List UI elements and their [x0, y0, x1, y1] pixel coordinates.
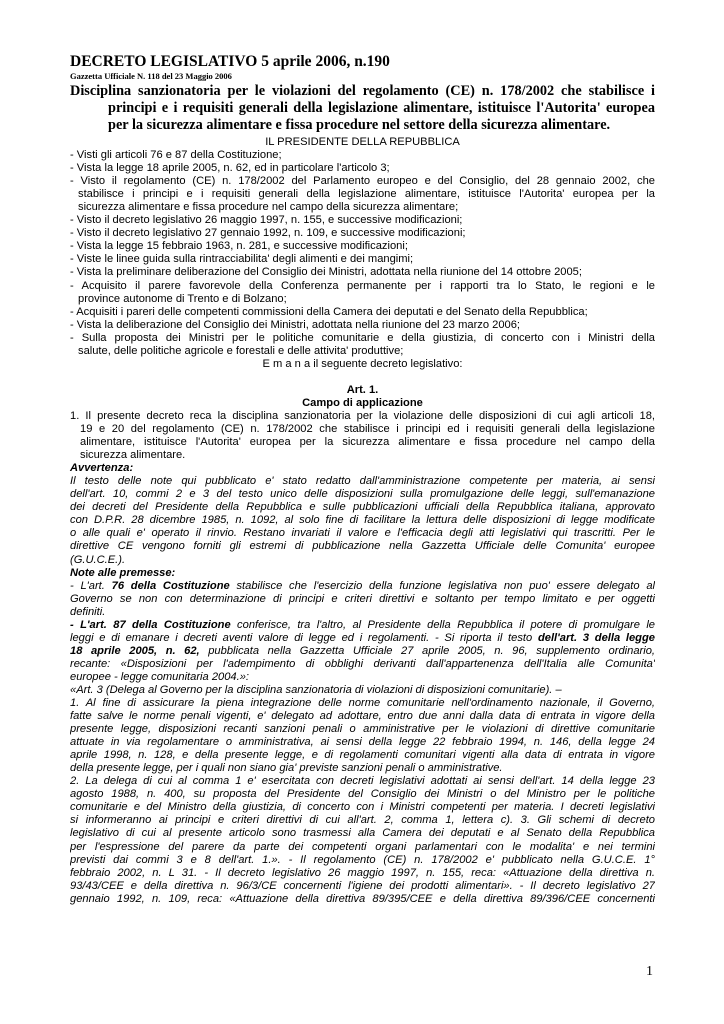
premessa-line: - Vista la preliminare deliberazione del Consiglio dei Ministri, adottata nella riunione del 14 ottobre 2005;: [70, 266, 582, 279]
premessa-line: - Sulla proposta dei Ministri per le politiche comunitarie e della giustizia, di concerto con i Ministri della: [70, 331, 655, 344]
note-line: agosto 1988, n. 400, su proposta del Presidente del Consiglio dei Ministri o del Ministro per le politiche: [70, 788, 655, 801]
note-line: Governo se non con determinazione di principi e criteri direttivi e soltanto per tempo limitato e per oggetti: [70, 592, 655, 605]
avvertenza-line: o alle quali e' operato il rinvio. Restano invariati il valore e l'efficacia degli atti legislativi qui trascritti. Per le: [70, 527, 655, 540]
premessa-line: - Vista la legge 18 aprile 2005, n. 62, ed in particolare l'articolo 3;: [70, 162, 390, 175]
note-text-run: pubblicata nella Gazzetta Ufficiale 27 aprile 2005, n. 96, supplemento ordinario,: [199, 644, 655, 657]
premessa-line: - Visto il decreto legislativo 26 maggio 1997, n. 155, e successive modificazioni;: [70, 214, 463, 227]
avvertenza-heading: Avvertenza:: [70, 462, 134, 475]
premesse-list: [70, 149, 655, 358]
note-line: legislativo di cui al presente articolo sono trasmessi alla Camera dei deputati e al Senato della Repubblica: [70, 827, 655, 840]
article-number: Art. 1.: [346, 383, 379, 396]
note-line: della presente legge, per i quali non siano gia' previste sanzioni penali o amministrative.: [70, 762, 503, 775]
avvertenza-line: con D.P.R. 28 dicembre 1985, n. 1092, al solo fine di facilitare la lettura delle disposizioni di legge modificate: [70, 514, 655, 527]
avvertenza-text: [70, 475, 655, 566]
note-line: per l'espressione del parere da parte dei competenti organi parlamentari con le modalita' e nei termini: [70, 840, 655, 853]
premessa-line: stabilisce i principi e i requisiti generali della legislazione alimentare, istituisce l'Autorita' europea per la: [78, 188, 655, 201]
article-line: 19 e 20 del regolamento (CE) n. 178/2002 che stabilisce i principi ed i requisiti generali della legislazione: [80, 423, 655, 436]
note-line: comunitarie e del Ministro della giustizia, di concerto con i Ministri competenti per materia. I decreti legislativi: [70, 801, 655, 814]
subject-line: per la sicurezza alimentare e fissa procedure nel settore della sicurezza alimentare.: [108, 117, 611, 133]
note-line: definiti.: [70, 605, 106, 618]
premessa-line: - Visto il regolamento (CE) n. 178/2002 del Parlamento europeo e del Consiglio, del 28 gennaio 2002, che: [70, 175, 655, 188]
avvertenza-line: dell'art. 10, commi 2 e 3 del testo unico delle disposizioni sulla promulgazione delle leggi, sull'emanazione: [70, 488, 655, 501]
note-text-run: 18 aprile 2005, n. 62,: [70, 644, 200, 657]
premessa-line: - Acquisiti i pareri delle competenti commissioni della Camera dei deputati e del Senato della Repubblica;: [70, 305, 588, 318]
avvertenza-line: direttive CE vengono forniti gli estremi di pubblicazione nella Gazzetta Ufficiale delle Comunita' europee: [70, 540, 655, 553]
note-line: gennaio 1992, n. 109, reca: «Attuazione della direttiva 89/395/CEE e della direttiva 89/396/CEE concernenti: [70, 892, 655, 905]
premessa-line: - Acquisito il parere favorevole della Conferenza permanente per i rapporti tra lo Stato, le regioni e le: [70, 279, 655, 292]
spacer: [70, 371, 655, 384]
subject-line: Disciplina sanzionatoria per le violazioni del regolamento (CE) n. 178/2002 che stabilisce i: [70, 83, 655, 99]
note-text-run: conferisce, tra l'altro, al Presidente della Repubblica il potere di promulgare le: [230, 618, 655, 631]
note-line: [70, 580, 655, 593]
note-heading: Note alle premesse:: [70, 566, 176, 579]
avvertenza-line: Il testo delle note qui pubblicato e' stato redatto dall'amministrazione competente per materia, ai sensi: [70, 475, 655, 488]
note-line: 93/43/CEE e della direttiva n. 96/3/CE concernenti l'igiene dei prodotti alimentari». - Il decreto legislativo 27: [70, 879, 655, 892]
decree-subject: [70, 83, 655, 134]
note-line: [70, 645, 655, 658]
subject-line: principi e i requisiti generali della legislazione alimentare, istituisce l'Autorita' europea: [108, 100, 655, 116]
premessa-line: - Viste le linee guida sulla rintracciabilita' degli alimenti e dei mangimi;: [70, 253, 414, 266]
document-body: [70, 136, 655, 906]
note-text-run: leggi e di emanare i decreti aventi valore di legge ed i regolamenti. - Si riporta il testo: [70, 631, 538, 644]
note-text-run: 76 della Costituzione: [111, 579, 230, 592]
note-line: [70, 632, 655, 645]
note-line: recante: «Disposizioni per l'adempimento di obblighi derivanti dall'appartenenza dell'Italia alle Comunita': [70, 657, 655, 670]
note-line: 1. Al fine di assicurare la piena integrazione delle norme comunitarie nell'ordinamento nazionale, il Governo,: [70, 697, 655, 710]
note-line: 2. La delega di cui al comma 1 e' esercitata con decreti legislativi adottati ai sensi dell'art. 14 della legge 23: [70, 775, 655, 788]
premessa-line: province autonome di Trento e di Bolzano;: [78, 292, 287, 305]
page-number: 1: [646, 964, 653, 979]
note-line: fatte salve le norme penali vigenti, e' delegato ad adottare, entro due anni dalla data di entrata in vigore della: [70, 710, 655, 723]
article-line: sicurezza alimentare.: [80, 449, 186, 462]
article-heading: Campo di applicazione: [302, 396, 423, 409]
note-line: presente legge, disposizioni recanti sanzioni penali o amministrative per le violazioni di direttive comunitarie: [70, 723, 655, 736]
premessa-line: salute, delle politiche agricole e forestali e delle attivita' produttive;: [78, 344, 404, 357]
premessa-line: - Vista la legge 15 febbraio 1963, n. 281, e successive modificazioni;: [70, 240, 408, 253]
premessa-line: - Visto il decreto legislativo 27 gennaio 1992, n. 109, e successive modificazioni;: [70, 227, 466, 240]
note-line: attuate in via regolamentare o amministrativa, ai sensi della legge 22 febbraio 1994, n. 146, della legge 24: [70, 736, 655, 749]
note-text-run: - L'art.: [70, 579, 112, 592]
avvertenza-line: dei decreti del Presidente della Repubblica e sulle pubblicazioni ufficiali della Repubblica italiana, approvato: [70, 501, 655, 514]
premessa-line: - Vista la deliberazione del Consiglio dei Ministri, adottata nella riunione del 23 marzo 2006;: [70, 318, 521, 331]
note-line: si informeranno ai principi e criteri direttivi di cui all'art. 2, comma 1, lettera c). 3. Gli schemi di decreto: [70, 814, 655, 827]
note-line: previsti dai commi 3 e 8 dell'art. 1.». - Il regolamento (CE) n. 178/2002 e' pubblicato nella G.U.C.E. 1°: [70, 853, 655, 866]
premessa-line: - Visti gli articoli 76 e 87 della Costituzione;: [70, 149, 282, 162]
article-line: 1. Il presente decreto reca la disciplina sanzionatoria per la violazione delle disposizioni di cui agli articoli 18,: [70, 409, 655, 422]
article-line: alimentare, istituisce l'Autorita' europea per la sicurezza alimentare e fissa procedure nel campo della: [80, 436, 655, 449]
note-line: «Art. 3 (Delega al Governo per la disciplina sanzionatoria di violazioni di disposizioni comunitarie). –: [70, 683, 562, 696]
note-line: aprile 1998, n. 128, e della presente legge, e di regolamenti comunitari vigenti alla data di entrata in vigore: [70, 749, 655, 762]
presidente-heading: IL PRESIDENTE DELLA REPUBBLICA: [265, 136, 460, 148]
note-line: [70, 619, 655, 632]
avvertenza-line: (G.U.C.E.).: [70, 553, 126, 566]
premessa-line: sicurezza alimentare e fissa procedure nel campo della sicurezza alimentare;: [78, 201, 459, 214]
note-text: [70, 580, 655, 906]
note-line: europee - legge comunitaria 2004.»:: [70, 670, 249, 683]
note-line: febbraio 2002, n. L 31. - Il decreto legislativo 26 maggio 1997, n. 155, reca: «Attuazione della direttiva n.: [70, 866, 655, 879]
note-text-run: stabilisce che l'esercizio della funzione legislativa non puo' essere delegato al: [229, 579, 655, 592]
note-text-run: dell'art. 3 della legge: [537, 631, 655, 644]
emana-line: E m a n a il seguente decreto legislativo:: [262, 357, 463, 370]
note-text-run: - L'art. 87 della Costituzione: [70, 618, 231, 631]
decree-title: DECRETO LEGISLATIVO 5 aprile 2006, n.190: [70, 53, 390, 70]
gazzetta-reference: Gazzetta Ufficiale N. 118 del 23 Maggio 2006: [70, 71, 232, 81]
